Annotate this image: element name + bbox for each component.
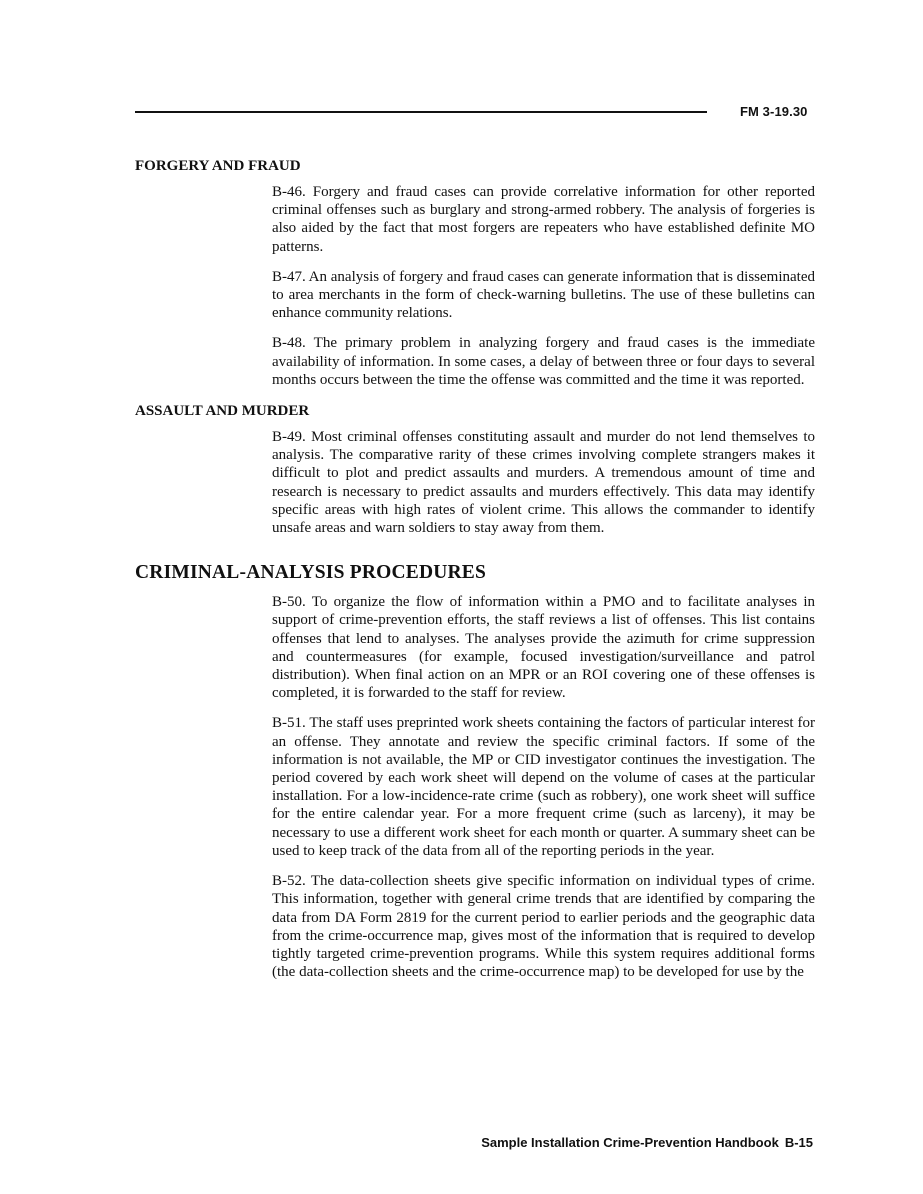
section-heading-forgery: FORGERY AND FRAUD bbox=[135, 158, 301, 174]
page-content bbox=[135, 156, 815, 993]
page-footer bbox=[481, 1135, 813, 1150]
paragraph-b51: B-51. The staff uses preprinted work sheets containing the factors of particular interest for an offense. They annotate and review the specific criminal factors. If some of the information is not available, the MP or CID investigator continues the investigation. The period covered by each work sheet will depend on the volume of cases at the particular installation. For a low-incidence-rate crime (such as robbery), one work sheet will suffice for the entire calendar year. For a more frequent crime (such as larceny), it may be necessary to use a different work sheet for each month or quarter. A summary sheet can be used to keep track of the data from all of the reporting periods in the year. bbox=[272, 715, 815, 859]
paragraph-b46: B-46. Forgery and fraud cases can provide correlative information for other reported criminal offenses such as burglary and strong-armed robbery. The analysis of forgeries is also aided by the fact that most forgers are repeaters who have established definite MO patterns. bbox=[272, 184, 815, 255]
paragraph-b47: B-47. An analysis of forgery and fraud cases can generate information that is disseminated to area merchants in the form of check-warning bulletins. The use of these bulletins can enhance community relations. bbox=[272, 268, 815, 322]
chapter-heading-procedures: CRIMINAL-ANALYSIS PROCEDURES bbox=[135, 562, 487, 584]
section-heading-assault: ASSAULT AND MURDER bbox=[135, 403, 310, 420]
paragraph-b52: B-52. The data-collection sheets give specific information on individual types of crime. This information, together with general crime trends that are identified by comparing the data from DA Form 2819 for the current period to earlier periods and the geographic data from the crime-occurrence map, gives most of the information that is required to develop tightly targeted crime-prevention programs. While this system requires additional forms (the data-collection sheets and the crime-occurrence map) to be developed for use by the bbox=[272, 873, 815, 981]
footer-title: Sample Installation Crime-Prevention Handbook bbox=[481, 1135, 779, 1150]
paragraph-b50: B-50. To organize the flow of information within a PMO and to facilitate analyses in support of crime-prevention efforts, the staff reviews a list of offenses. This list contains offenses that lend to analyses. The analyses provide the azimuth for crime suppression and countermeasures (for example, focused investigation/surveillance and patrol distribution). When final action on an MPR or an ROI covering one of these offenses is completed, it is forwarded to the staff for review. bbox=[272, 594, 815, 702]
page-number: B-15 bbox=[784, 1135, 813, 1150]
paragraph-b48: B-48. The primary problem in analyzing forgery and fraud cases is the immediate availability of information. In some cases, a delay of between three or four days to several months occurs between the time the offense was committed and the time it was reported. bbox=[272, 335, 815, 388]
paragraph-b49: B-49. Most criminal offenses constituting assault and murder do not lend themselves to analysis. The comparative rarity of these crimes involving complete strangers makes it difficult to plot and predict assaults and murders. A tremendous amount of time and research is necessary to predict assaults and murders effectively. This data may identify specific areas with high rates of violent crime. This allows the commander to identify unsafe areas and warn soldiers to stay away from them. bbox=[272, 429, 815, 537]
header-rule bbox=[135, 111, 707, 113]
document-id: FM 3-19.30 bbox=[740, 104, 808, 119]
